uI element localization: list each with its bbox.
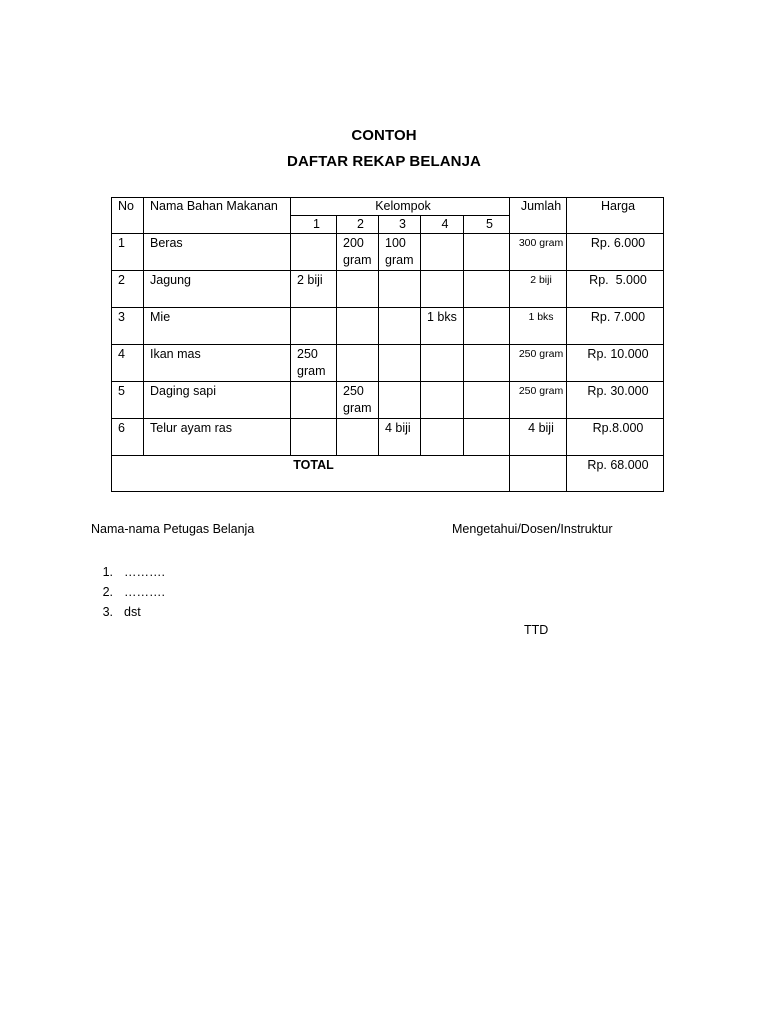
cell-no: 1: [112, 234, 144, 271]
list-text: dst: [124, 605, 141, 619]
list-number: 1.: [102, 565, 113, 579]
cell-group-3: 100 gram: [379, 234, 421, 271]
header-group-2: 2: [337, 216, 379, 234]
table-header-row: [112, 198, 664, 216]
header-group-1: 1: [291, 216, 337, 234]
cell-group-5: [464, 382, 510, 419]
table-row: [112, 345, 664, 382]
cell-no: 3: [112, 308, 144, 345]
cell-group-5: [464, 271, 510, 308]
cell-group-3: [379, 382, 421, 419]
list-item: [91, 582, 165, 602]
total-value: Rp. 68.000: [567, 456, 664, 492]
cell-jumlah: 250 gram: [510, 345, 567, 382]
header-kelompok: Kelompok: [291, 198, 510, 216]
cell-group-1: [291, 234, 337, 271]
list-number: 3.: [102, 605, 113, 619]
header-no: No: [112, 198, 144, 234]
cell-group-5: [464, 419, 510, 456]
cell-group-1: 250 gram: [291, 345, 337, 382]
cell-group-2: 250 gram: [337, 382, 379, 419]
cell-group-5: [464, 308, 510, 345]
header-group-4: 4: [421, 216, 464, 234]
cell-jumlah: 4 biji: [510, 419, 567, 456]
cell-no: 6: [112, 419, 144, 456]
cell-jumlah: 250 gram: [510, 382, 567, 419]
cell-group-1: [291, 419, 337, 456]
list-item: [91, 602, 165, 622]
cell-group-5: [464, 234, 510, 271]
table-row: [112, 271, 664, 308]
cell-group-2: [337, 345, 379, 382]
cell-group-3: [379, 308, 421, 345]
document-subtitle: DAFTAR REKAP BELANJA: [287, 153, 481, 170]
cell-group-3: 4 biji: [379, 419, 421, 456]
header-group-3: 3: [379, 216, 421, 234]
table-row: [112, 308, 664, 345]
cell-group-1: [291, 308, 337, 345]
document-title: CONTOH: [351, 127, 417, 144]
header-nama: Nama Bahan Makanan: [144, 198, 291, 234]
cell-harga: Rp. 10.000: [567, 345, 664, 382]
total-row: [112, 456, 664, 492]
total-label: TOTAL: [112, 456, 510, 492]
list-text: ……….: [124, 585, 165, 599]
cell-harga: Rp. 5.000: [567, 271, 664, 308]
header-harga: Harga: [567, 198, 664, 234]
cell-harga: Rp. 30.000: [567, 382, 664, 419]
cell-group-2: [337, 271, 379, 308]
cell-group-2: [337, 419, 379, 456]
cell-no: 2: [112, 271, 144, 308]
cell-group-4: [421, 345, 464, 382]
cell-group-4: [421, 234, 464, 271]
petugas-title: Nama-nama Petugas Belanja: [91, 522, 255, 536]
cell-harga: Rp.8.000: [567, 419, 664, 456]
table-row: [112, 419, 664, 456]
cell-nama: Daging sapi: [144, 382, 291, 419]
cell-jumlah: 1 bks: [510, 308, 567, 345]
cell-nama: Beras: [144, 234, 291, 271]
ttd-label: TTD: [524, 623, 549, 637]
cell-harga: Rp. 7.000: [567, 308, 664, 345]
cell-nama: Mie: [144, 308, 291, 345]
cell-harga: Rp. 6.000: [567, 234, 664, 271]
cell-group-2: 200 gram: [337, 234, 379, 271]
table-row: [112, 382, 664, 419]
mengetahui-title: Mengetahui/Dosen/Instruktur: [452, 522, 613, 536]
cell-nama: Telur ayam ras: [144, 419, 291, 456]
cell-group-3: [379, 271, 421, 308]
table-row: [112, 234, 664, 271]
cell-group-3: [379, 345, 421, 382]
cell-no: 5: [112, 382, 144, 419]
cell-nama: Ikan mas: [144, 345, 291, 382]
header-jumlah: Jumlah: [510, 198, 567, 234]
cell-nama: Jagung: [144, 271, 291, 308]
cell-no: 4: [112, 345, 144, 382]
cell-group-1: 2 biji: [291, 271, 337, 308]
header-group-5: 5: [464, 216, 510, 234]
rekap-table: [111, 197, 664, 492]
cell-group-2: [337, 308, 379, 345]
cell-group-4: [421, 419, 464, 456]
cell-jumlah: 300 gram: [510, 234, 567, 271]
list-text: ……….: [124, 565, 165, 579]
list-item: [91, 562, 165, 582]
list-number: 2.: [102, 585, 113, 599]
cell-group-4: [421, 271, 464, 308]
cell-group-4: 1 bks: [421, 308, 464, 345]
total-jumlah-empty: [510, 456, 567, 492]
cell-group-1: [291, 382, 337, 419]
cell-group-5: [464, 345, 510, 382]
cell-jumlah: 2 biji: [510, 271, 567, 308]
cell-group-4: [421, 382, 464, 419]
petugas-list: [91, 562, 165, 622]
